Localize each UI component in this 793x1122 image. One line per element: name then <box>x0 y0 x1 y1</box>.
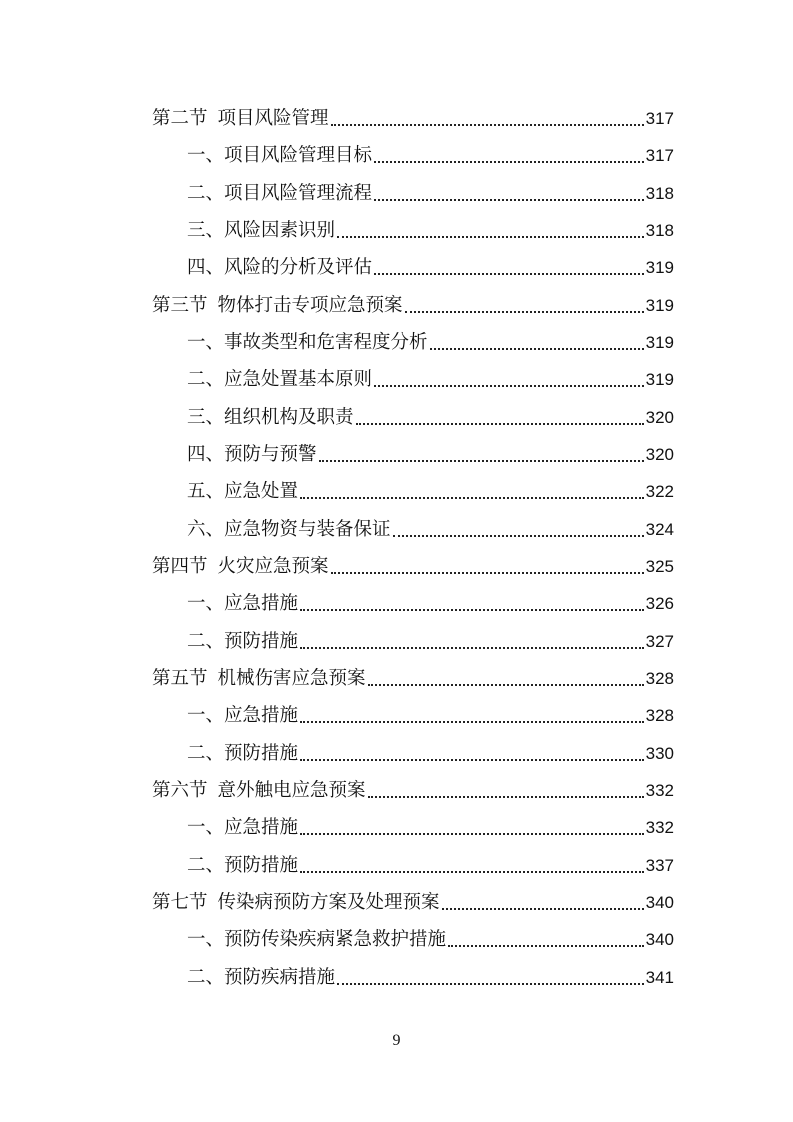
dot-leader <box>368 684 644 686</box>
dot-leader <box>319 460 644 462</box>
toc-section-entry[interactable] <box>152 778 674 804</box>
toc-subsection-entry[interactable] <box>187 853 674 879</box>
toc-subsection-entry[interactable] <box>187 629 674 655</box>
page-number: 317 <box>645 146 674 165</box>
toc-subsection-entry[interactable] <box>187 517 674 543</box>
entry-title: 二、预防措施 <box>187 743 299 764</box>
page-number: 317 <box>645 109 674 128</box>
toc-subsection-entry[interactable] <box>187 703 674 729</box>
page-number: 340 <box>645 930 674 949</box>
toc-subsection-entry[interactable] <box>187 591 674 617</box>
dot-leader <box>300 833 644 835</box>
entry-title: 二、预防措施 <box>187 855 299 876</box>
entry-title: 一、应急措施 <box>187 705 299 726</box>
page-footer <box>0 1032 793 1050</box>
toc-subsection-entry[interactable] <box>187 181 674 207</box>
page-number: 340 <box>645 893 674 912</box>
entry-title: 传染病预防方案及处理预案 <box>217 892 440 913</box>
dot-leader <box>442 908 644 910</box>
page-number: 322 <box>645 482 674 501</box>
section-number: 第五节 <box>152 668 208 689</box>
toc-section-entry[interactable] <box>152 554 674 580</box>
page-number: 332 <box>645 818 674 837</box>
toc-subsection-entry[interactable] <box>187 405 674 431</box>
page-number: 320 <box>645 445 674 464</box>
page-number: 332 <box>645 781 674 800</box>
page-number: 318 <box>645 221 674 240</box>
page-number: 319 <box>645 296 674 315</box>
dot-leader <box>300 721 644 723</box>
entry-title: 一、事故类型和危害程度分析 <box>187 332 428 353</box>
toc-subsection-entry[interactable] <box>187 927 674 953</box>
toc-subsection-entry[interactable] <box>187 479 674 505</box>
entry-title: 四、预防与预警 <box>187 444 317 465</box>
entry-title: 六、应急物资与装备保证 <box>187 519 391 540</box>
dot-leader <box>300 497 644 499</box>
dot-leader <box>300 871 644 873</box>
dot-leader <box>374 199 644 201</box>
dot-leader <box>300 647 644 649</box>
entry-title: 一、项目风险管理目标 <box>187 145 373 166</box>
page-number: 337 <box>645 856 674 875</box>
page-number: 330 <box>645 744 674 763</box>
dot-leader <box>337 983 644 985</box>
entry-title: 物体打击专项应急预案 <box>217 295 403 316</box>
entry-title: 三、组织机构及职责 <box>187 407 354 428</box>
dot-leader <box>300 609 644 611</box>
entry-title: 一、应急措施 <box>187 593 299 614</box>
toc-subsection-entry[interactable] <box>187 255 674 281</box>
dot-leader <box>331 124 644 126</box>
entry-title: 项目风险管理 <box>217 108 329 129</box>
toc-subsection-entry[interactable] <box>187 442 674 468</box>
page-number: 328 <box>645 706 674 725</box>
dot-leader <box>430 348 644 350</box>
toc-subsection-entry[interactable] <box>187 330 674 356</box>
entry-title: 机械伤害应急预案 <box>217 668 366 689</box>
entry-title: 四、风险的分析及评估 <box>187 257 373 278</box>
entry-title: 二、预防疾病措施 <box>187 967 336 988</box>
footer-page-number: 9 <box>392 1032 401 1049</box>
section-number: 第二节 <box>152 108 208 129</box>
dot-leader <box>368 796 644 798</box>
page-number: 328 <box>645 669 674 688</box>
dot-leader <box>393 535 644 537</box>
entry-title: 二、应急处置基本原则 <box>187 369 373 390</box>
section-number: 第四节 <box>152 556 208 577</box>
page-number: 325 <box>645 557 674 576</box>
toc-subsection-entry[interactable] <box>187 815 674 841</box>
entry-title: 二、预防措施 <box>187 631 299 652</box>
entry-title: 二、项目风险管理流程 <box>187 183 373 204</box>
toc-section-entry[interactable] <box>152 293 674 319</box>
dot-leader <box>448 945 644 947</box>
dot-leader <box>374 273 644 275</box>
entry-title: 五、应急处置 <box>187 481 299 502</box>
toc-section-entry[interactable] <box>152 666 674 692</box>
page-number: 324 <box>645 520 674 539</box>
toc-subsection-entry[interactable] <box>187 965 674 991</box>
toc-subsection-entry[interactable] <box>187 143 674 169</box>
page-number: 327 <box>645 632 674 651</box>
section-number: 第七节 <box>152 892 208 913</box>
entry-title: 火灾应急预案 <box>217 556 329 577</box>
toc-subsection-entry[interactable] <box>187 741 674 767</box>
toc-subsection-entry[interactable] <box>187 218 674 244</box>
section-number: 第六节 <box>152 780 208 801</box>
dot-leader <box>374 161 644 163</box>
entry-title: 三、风险因素识别 <box>187 220 336 241</box>
page-number: 319 <box>645 333 674 352</box>
entry-title: 一、预防传染疾病紧急救护措施 <box>187 929 447 950</box>
dot-leader <box>405 311 644 313</box>
page-number: 318 <box>645 184 674 203</box>
dot-leader <box>374 385 644 387</box>
page-number: 326 <box>645 594 674 613</box>
entry-title: 一、应急措施 <box>187 817 299 838</box>
page-number: 319 <box>645 258 674 277</box>
entry-title: 意外触电应急预案 <box>217 780 366 801</box>
dot-leader <box>337 236 644 238</box>
dot-leader <box>356 423 644 425</box>
section-number: 第三节 <box>152 295 208 316</box>
dot-leader <box>331 572 644 574</box>
dot-leader <box>300 759 644 761</box>
page-number: 341 <box>645 968 674 987</box>
page-number: 320 <box>645 408 674 427</box>
toc-subsection-entry[interactable] <box>187 367 674 393</box>
toc-section-entry[interactable] <box>152 890 674 916</box>
toc-section-entry[interactable] <box>152 106 674 132</box>
page-number: 319 <box>645 370 674 389</box>
